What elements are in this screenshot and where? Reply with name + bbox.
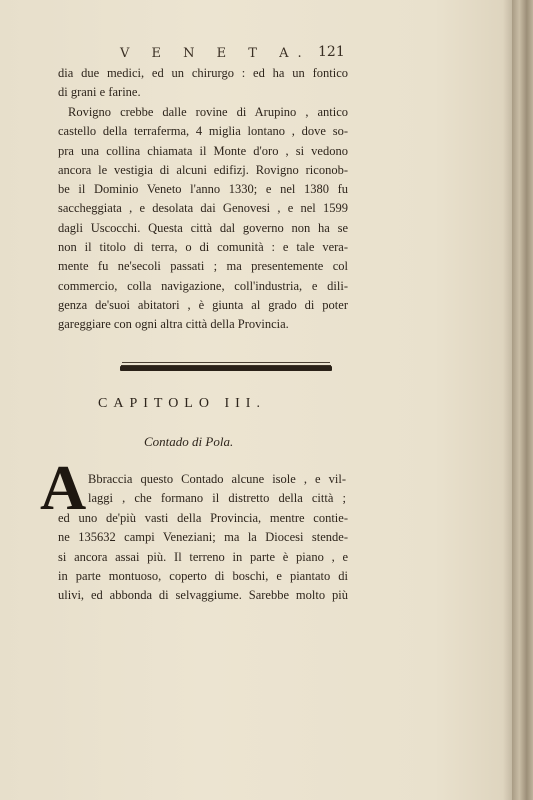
text-line: ed uno de'più vasti della Provincia, mentre contie- — [58, 511, 348, 525]
text-line: laggi , che formano il distretto della città ; — [88, 491, 346, 506]
text-line: castello della terraferma, 4 miglia lontano , dove so- — [58, 124, 348, 139]
text-line: dia due medici, ed un chirurgo : ed ha un fontico — [58, 66, 348, 80]
paragraph-3 — [58, 509, 348, 605]
drop-cap: A — [40, 452, 87, 523]
chapter-subtitle: Contado di Pola. — [144, 434, 234, 449]
text-line: pra una collina chiamata il Monte d'oro , si vedono — [58, 143, 348, 158]
text-line: Rovigno crebbe dalle rovine di Arupino , antico — [68, 105, 348, 119]
text-line: be il Dominio Veneto l'anno 1330; e nel 1380 fu — [58, 182, 348, 197]
page-number: 121 — [318, 44, 345, 60]
text-line: ancora le vestigia di alcuni edifizj. Rovigno riconob- — [58, 162, 348, 177]
page-gutter-shadow — [503, 0, 512, 800]
text-line: in parte montuoso, coperto di boschi, e piantato di — [58, 568, 348, 583]
chapter-heading: CAPITOLO III. — [98, 396, 266, 411]
ornamental-rule-thin — [122, 362, 330, 363]
text-line: di grani e farine. — [58, 85, 141, 100]
text-line: si ancora assai più. Il terreno in parte è piano , e — [58, 549, 348, 564]
text-line: non il titolo di terra, o di comunità : e tale vera- — [58, 240, 348, 255]
running-title: V E N E T A. — [120, 46, 311, 61]
text-line: gareggiare con ogni altra città della Provincia. — [58, 317, 289, 332]
text-line: ulivi, ed abbonda di selvaggiume. Sarebbe molto più — [58, 588, 348, 603]
text-line: saccheggiata , e desolata dai Genovesi , e nel 1599 — [58, 201, 348, 216]
paragraph-3-capped — [88, 470, 346, 509]
text-line: ne 135632 campi Veneziani; ma la Diocesi stende- — [58, 530, 348, 545]
paragraph-1 — [58, 64, 348, 103]
text-line: dagli Uscocchi. Questa città dal governo non ha se — [58, 220, 348, 235]
text-line: genza de'suoi abitatori , è giunta al grado di poter — [58, 297, 348, 312]
text-line: mente fu ne'secoli passati ; ma presentemente col — [58, 259, 348, 274]
paragraph-2 — [58, 103, 348, 335]
text-line: commercio, colla navigazione, coll'industria, e dili- — [58, 278, 348, 293]
text-line: Bbraccia questo Contado alcune isole , e vil- — [88, 472, 346, 486]
ornamental-rule — [120, 366, 332, 371]
page-edge — [512, 0, 533, 800]
